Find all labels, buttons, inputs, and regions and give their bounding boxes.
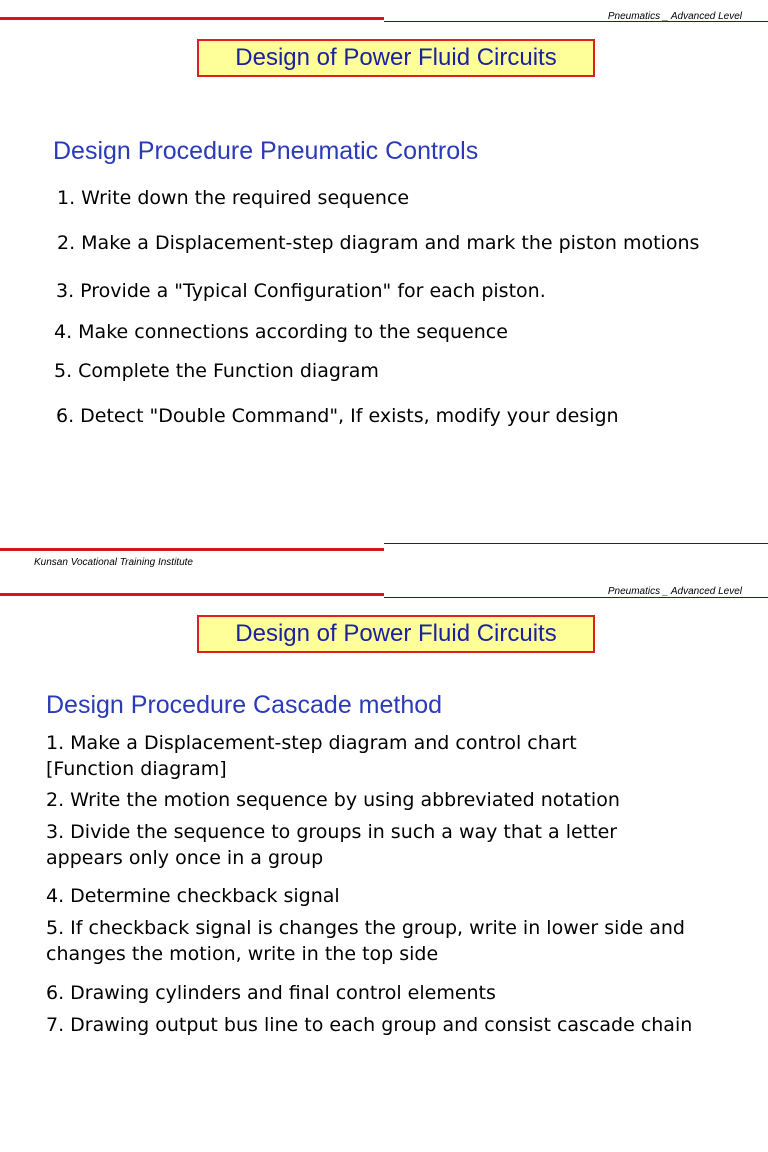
step-item	[46, 915, 685, 967]
step-item	[46, 980, 496, 1006]
step-item: 6. Detect "Double Command", If exists, modify your design	[56, 405, 619, 427]
footer-blue-rule	[384, 543, 768, 544]
slide-title: Design of Power Fluid Circuits	[197, 39, 595, 77]
header-label: Pneumatics _ Advanced Level	[607, 586, 742, 597]
step-item	[46, 787, 620, 813]
step-line: 2. Write the motion sequence by using abbreviated notation	[46, 789, 620, 811]
step-line: 6. Drawing cylinders and final control elements	[46, 982, 496, 1004]
slide-2	[0, 576, 768, 1152]
step-item: 5. Complete the Function diagram	[54, 360, 379, 382]
section-subtitle: Design Procedure Pneumatic Controls	[53, 137, 479, 165]
step-item	[46, 819, 617, 871]
header-red-rule	[0, 593, 384, 596]
header-label: Pneumatics _ Advanced Level	[607, 11, 742, 22]
slide-title: Design of Power Fluid Circuits	[197, 615, 595, 653]
header-red-rule	[0, 17, 384, 20]
step-line: 3. Divide the sequence to groups in such a way that a letter	[46, 821, 618, 843]
header-blue-rule	[384, 597, 768, 598]
step-item: 1. Write down the required sequence	[57, 187, 410, 209]
step-item	[46, 1012, 692, 1038]
section-subtitle: Design Procedure Cascade method	[46, 691, 443, 719]
step-item: 4. Make connections according to the sequence	[54, 321, 508, 343]
step-item: 2. Make a Displacement-step diagram and mark the piston motions	[57, 232, 700, 254]
step-line: 5. If checkback signal is changes the group, write in lower side and	[46, 917, 685, 939]
step-item	[46, 730, 577, 782]
step-line: 7. Drawing output bus line to each group and consist cascade chain	[46, 1014, 693, 1036]
step-item	[46, 883, 340, 909]
step-line: appears only once in a group	[46, 847, 324, 869]
footer-red-rule	[0, 548, 384, 551]
step-line: 1. Make a Displacement-step diagram and control chart	[46, 732, 577, 754]
step-item: 3. Provide a "Typical Configuration" for each piston.	[56, 280, 546, 302]
step-line: [Function diagram]	[46, 758, 227, 780]
step-line: 4. Determine checkback signal	[46, 885, 340, 907]
footer-label: Kunsan Vocational Training Institute	[34, 557, 193, 568]
step-line: changes the motion, write in the top side	[46, 943, 439, 965]
